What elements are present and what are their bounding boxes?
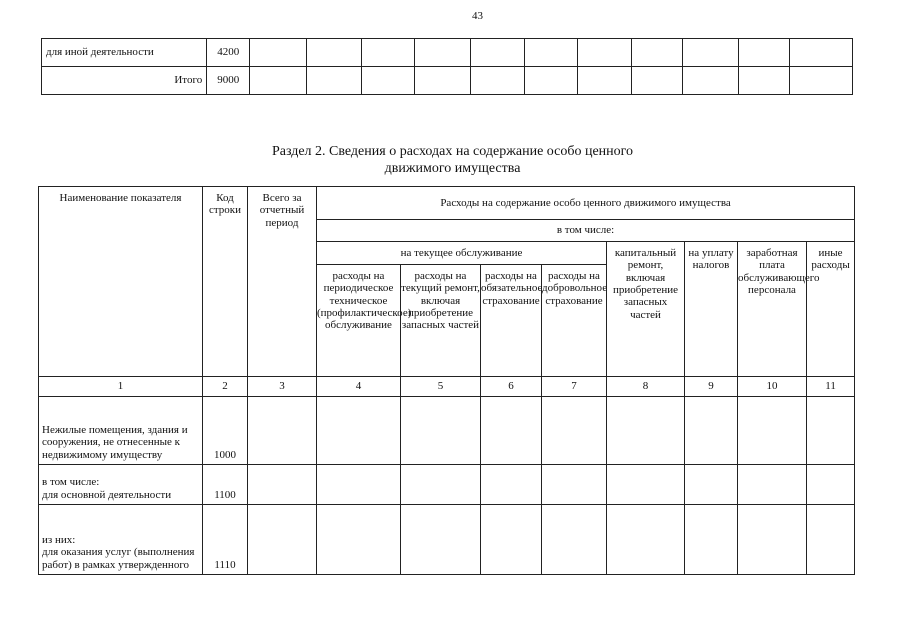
table-row <box>39 465 855 505</box>
section-title: Раздел 2. Сведения о расходах на содержание особо ценного движимого имущества <box>271 144 634 176</box>
page-number: 43 <box>472 10 483 22</box>
header-mandatory-insurance: расходы на обязательное страхование <box>481 265 542 377</box>
top-table <box>41 38 853 95</box>
header-repair: расходы на текущий ремонт, включая приобретение запасных частей <box>401 265 481 377</box>
header-other: иные расходы <box>807 242 855 377</box>
column-number: 4 <box>317 377 401 397</box>
header-salary: заработная плата обслуживающего персонала <box>738 242 807 377</box>
header-expenses: Расходы на содержание особо ценного движимого имущества <box>317 187 855 220</box>
row-code: 1100 <box>203 465 248 505</box>
header-voluntary-insurance: расходы на добровольное страхование <box>542 265 607 377</box>
column-number: 8 <box>607 377 685 397</box>
column-number: 11 <box>807 377 855 397</box>
column-numbers-row <box>39 377 855 397</box>
header-periodic: расходы на периодическое техническое (профилактическое) обслуживание <box>317 265 401 377</box>
table-row <box>42 67 853 95</box>
row-name: Нежилые помещения, здания и сооружения, не отнесенные к недвижимому имуществу <box>39 397 203 465</box>
row-name: для иной деятельности <box>42 39 207 67</box>
row-code: 1110 <box>203 505 248 575</box>
header-code: Код строки <box>203 187 248 377</box>
column-number: 7 <box>542 377 607 397</box>
row-name: Итого <box>42 67 207 95</box>
column-number: 10 <box>738 377 807 397</box>
row-code: 4200 <box>207 39 250 67</box>
header-name: Наименование показателя <box>39 187 203 377</box>
column-number: 2 <box>203 377 248 397</box>
header-capital: капитальный ремонт, включая приобретение запасных частей <box>607 242 685 377</box>
row-name: в том числе: для основной деятельности <box>39 465 203 505</box>
row-code: 9000 <box>207 67 250 95</box>
row-code: 1000 <box>203 397 248 465</box>
header-including: в том числе: <box>317 220 855 242</box>
column-number: 6 <box>481 377 542 397</box>
table-row <box>39 397 855 465</box>
header-current: на текущее обслуживание <box>317 242 607 265</box>
table-row <box>42 39 853 67</box>
table-row <box>39 505 855 575</box>
column-number: 9 <box>685 377 738 397</box>
expenses-table <box>38 186 855 575</box>
column-number: 5 <box>401 377 481 397</box>
column-number: 1 <box>39 377 203 397</box>
column-number: 3 <box>248 377 317 397</box>
header-total: Всего за отчетный период <box>248 187 317 377</box>
row-name: из них: для оказания услуг (выполнения работ) в рамках утвержденного <box>39 505 203 575</box>
header-taxes: на уплату налогов <box>685 242 738 377</box>
